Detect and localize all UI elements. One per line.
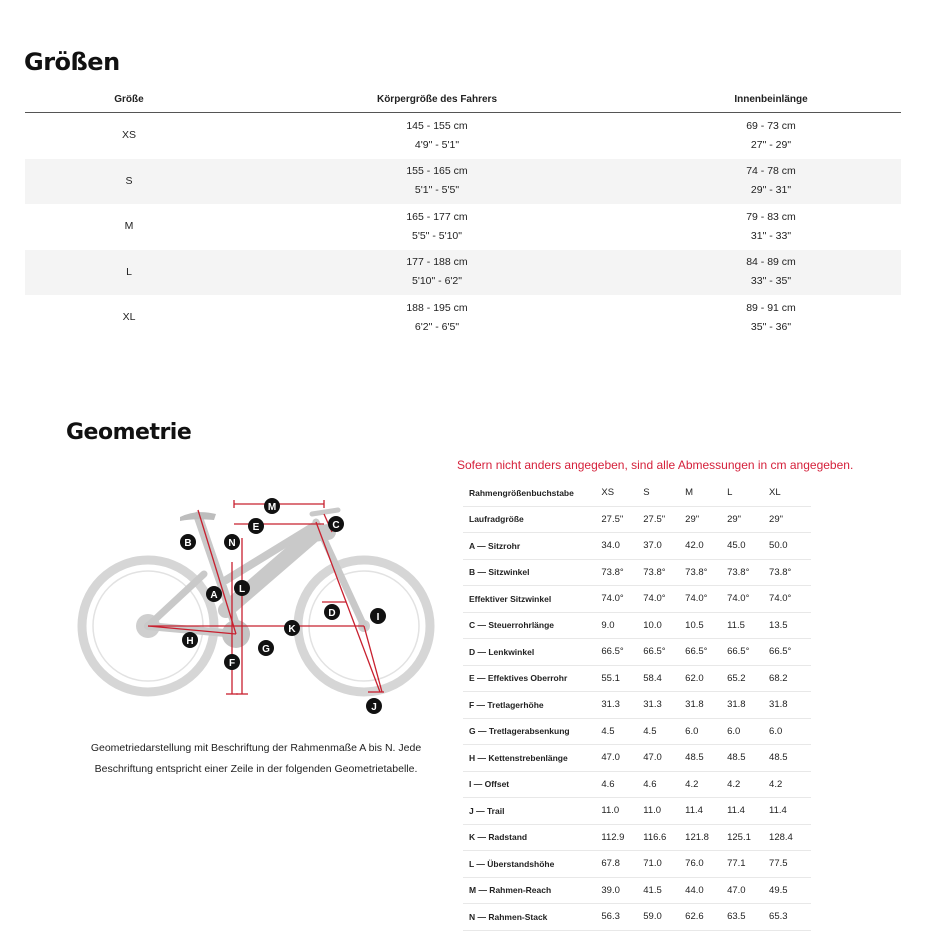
size-row [25, 204, 901, 250]
geometry-value: 6.0 [769, 718, 811, 745]
geometry-row-label: A — Sitzrohr [463, 533, 601, 560]
diagram-caption [66, 738, 446, 780]
inseam-header: Innenbeinlänge [641, 86, 901, 113]
svg-text:N: N [228, 538, 236, 549]
geometry-row-label: Laufradgröße [463, 506, 601, 533]
svg-text:M: M [267, 502, 277, 513]
size-label: L [727, 480, 769, 506]
geometry-value: 10.0 [643, 612, 685, 639]
geometry-value: 77.5 [769, 851, 811, 878]
geometry-value: 74.0° [727, 586, 769, 613]
height-cell: 145 - 155 cm 4'9" - 5'1" [406, 119, 468, 151]
units-note: Sofern nicht anders angegeben, sind alle Abmessungen in cm angegeben. [457, 458, 854, 472]
geometry-row [463, 718, 811, 745]
geometry-value: 66.5° [643, 639, 685, 666]
geometry-value: 44.0 [685, 877, 727, 904]
geometry-value: 29" [685, 506, 727, 533]
caption-line: Beschriftung entspricht einer Zeile in der folgenden Geometrietabelle. [94, 763, 418, 775]
label-c [328, 516, 344, 532]
geometry-value: 13.5 [769, 612, 811, 639]
geometry-header-label: Rahmengrößenbuchstabe [463, 480, 601, 506]
geometry-row-label: B — Sitzwinkel [463, 559, 601, 586]
svg-text:D: D [328, 608, 336, 619]
geometry-value: 4.2 [685, 771, 727, 798]
svg-text:F: F [228, 658, 236, 669]
geometry-header-row [463, 480, 811, 506]
height-cell: 177 - 188 cm 5'10" - 6'2" [233, 250, 641, 296]
geometry-value: 6.0 [685, 718, 727, 745]
height-cell: 188 - 195 cm 6'2" - 6'5" [406, 301, 468, 333]
svg-text:H: H [186, 636, 194, 647]
geometry-row [463, 798, 811, 825]
geometry-value: 74.0° [769, 586, 811, 613]
geometry-value: 49.5 [769, 877, 811, 904]
geometry-value: 11.4 [769, 798, 811, 825]
geometry-value: 62.0 [685, 665, 727, 692]
size-label: XS [601, 480, 643, 506]
geometry-value: 73.8° [643, 559, 685, 586]
geometry-value: 74.0° [643, 586, 685, 613]
geometry-value: 50.0 [769, 533, 811, 560]
geometry-row-label: E — Effektives Oberrohr [463, 665, 601, 692]
rider-height-header: Körpergröße des Fahrers [233, 86, 641, 113]
geometry-row-label: F — Tretlagerhöhe [463, 692, 601, 719]
geometry-value: 66.5° [769, 639, 811, 666]
geometry-value: 73.8° [727, 559, 769, 586]
size-label: M [685, 480, 727, 506]
geometry-value: 31.3 [643, 692, 685, 719]
geometry-value: 48.5 [685, 745, 727, 772]
geometry-value: 4.2 [727, 771, 769, 798]
geometry-value: 125.1 [727, 824, 769, 851]
inseam-cell: 79 - 83 cm 31" - 33" [746, 210, 796, 242]
geometry-value: 128.4 [769, 824, 811, 851]
geometry-value: 48.5 [769, 745, 811, 772]
geometry-value: 27.5" [643, 506, 685, 533]
geometry-value: 67.8 [601, 851, 643, 878]
inseam-cell: 74 - 78 cm 29" - 31" [641, 159, 901, 205]
geometry-value: 73.8° [769, 559, 811, 586]
label-j [366, 698, 382, 714]
geometry-value: 4.6 [601, 771, 643, 798]
geometry-row-label: H — Kettenstrebenlänge [463, 745, 601, 772]
svg-text:C: C [332, 520, 340, 531]
geometry-row-label: L — Überstandshöhe [463, 851, 601, 878]
geometry-value: 59.0 [643, 904, 685, 931]
geometry-value: 66.5° [727, 639, 769, 666]
geometry-row [463, 533, 811, 560]
geometry-value: 65.3 [769, 904, 811, 931]
geometry-value: 34.0 [601, 533, 643, 560]
size-row [25, 159, 901, 205]
geometry-value: 29" [769, 506, 811, 533]
geometry-value: 31.3 [601, 692, 643, 719]
geometry-row [463, 559, 811, 586]
geometry-heading: Geometrie [66, 420, 192, 445]
label-d [324, 604, 340, 620]
svg-text:L: L [238, 584, 246, 595]
size-cell: XS [121, 129, 136, 142]
geometry-value: 121.8 [685, 824, 727, 851]
label-g [258, 640, 274, 656]
geometry-row-label: J — Trail [463, 798, 601, 825]
size-header: Größe [25, 86, 233, 113]
svg-text:E: E [252, 522, 260, 533]
geometry-value: 31.8 [685, 692, 727, 719]
geometry-row-label: G — Tretlagerabsenkung [463, 718, 601, 745]
geometry-value: 74.0° [601, 586, 643, 613]
geometry-value: 4.6 [643, 771, 685, 798]
geometry-row-label: N — Rahmen-Stack [463, 904, 601, 931]
sizes-heading: Größen [24, 48, 120, 76]
geometry-value: 47.0 [601, 745, 643, 772]
label-k [284, 620, 300, 636]
geometry-value: 55.1 [601, 665, 643, 692]
geometry-value: 11.4 [727, 798, 769, 825]
geometry-value: 11.4 [685, 798, 727, 825]
size-cell: M [124, 220, 134, 233]
geometry-value: 37.0 [643, 533, 685, 560]
height-cell: 165 - 177 cm 5'5" - 5'10" [406, 210, 468, 242]
geometry-value: 116.6 [643, 824, 685, 851]
geometry-value: 48.5 [727, 745, 769, 772]
geometry-value: 42.0 [685, 533, 727, 560]
geometry-value: 4.2 [769, 771, 811, 798]
geometry-value: 6.0 [727, 718, 769, 745]
geometry-value: 73.8° [685, 559, 727, 586]
svg-text:J: J [371, 702, 377, 713]
geometry-row [463, 506, 811, 533]
geometry-value: 77.1 [727, 851, 769, 878]
svg-text:I: I [376, 612, 380, 623]
geometry-value: 4.5 [643, 718, 685, 745]
geometry-row-label: M — Rahmen-Reach [463, 877, 601, 904]
inseam-cell: 69 - 73 cm 27" - 29" [746, 119, 796, 151]
geometry-row-label: D — Lenkwinkel [463, 639, 601, 666]
label-m [264, 498, 280, 514]
geometry-row [463, 692, 811, 719]
geometry-value: 11.5 [727, 612, 769, 639]
svg-text:B: B [184, 538, 192, 549]
geometry-value: 47.0 [643, 745, 685, 772]
geometry-value: 74.0° [685, 586, 727, 613]
size-cell: L [25, 250, 233, 296]
geometry-value: 11.0 [601, 798, 643, 825]
geometry-row-label: Effektiver Sitzwinkel [463, 586, 601, 613]
geometry-value: 58.4 [643, 665, 685, 692]
geometry-value: 65.2 [727, 665, 769, 692]
inseam-cell: 89 - 91 cm 35" - 36" [746, 301, 796, 333]
geometry-value: 27.5" [601, 506, 643, 533]
geometry-value: 66.5° [601, 639, 643, 666]
geometry-value: 10.5 [685, 612, 727, 639]
inseam-cell: 84 - 89 cm 33" - 35" [641, 250, 901, 296]
label-e [248, 518, 264, 534]
size-label: XL [769, 480, 811, 506]
svg-text:A: A [210, 590, 218, 601]
label-n [224, 534, 240, 550]
label-a [206, 586, 222, 602]
size-cell: S [25, 159, 233, 205]
geometry-row [463, 824, 811, 851]
bike-geometry-diagram [76, 492, 436, 722]
size-label: S [643, 480, 685, 506]
geometry-value: 29" [727, 506, 769, 533]
geometry-row [463, 851, 811, 878]
geometry-value: 31.8 [769, 692, 811, 719]
geometry-row-label: K — Radstand [463, 824, 601, 851]
geometry-value: 11.0 [643, 798, 685, 825]
geometry-value: 68.2 [769, 665, 811, 692]
label-b [180, 534, 196, 550]
size-cell: XL [122, 311, 136, 324]
geometry-row [463, 665, 811, 692]
geometry-value: 31.8 [727, 692, 769, 719]
label-f [224, 654, 240, 670]
geometry-value: 47.0 [727, 877, 769, 904]
geometry-value: 9.0 [601, 612, 643, 639]
geometry-value: 39.0 [601, 877, 643, 904]
geometry-value: 66.5° [685, 639, 727, 666]
svg-text:G: G [262, 644, 270, 655]
geometry-value: 56.3 [601, 904, 643, 931]
geometry-value: 62.6 [685, 904, 727, 931]
size-row [25, 113, 901, 159]
size-table [25, 86, 901, 341]
geometry-value: 63.5 [727, 904, 769, 931]
geometry-row [463, 771, 811, 798]
label-l [234, 580, 250, 596]
caption-line: Geometriedarstellung mit Beschriftung der Rahmenmaße A bis N. Jede [90, 742, 422, 754]
geometry-row [463, 586, 811, 613]
size-row [25, 250, 901, 296]
geometry-row [463, 612, 811, 639]
geometry-value: 71.0 [643, 851, 685, 878]
geometry-row-label: C — Steuerrohrlänge [463, 612, 601, 639]
size-row [25, 295, 901, 341]
geometry-value: 76.0 [685, 851, 727, 878]
geometry-row [463, 904, 811, 931]
geometry-row [463, 639, 811, 666]
geometry-row [463, 745, 811, 772]
geometry-row-label: I — Offset [463, 771, 601, 798]
svg-text:K: K [288, 624, 296, 635]
geometry-table [463, 480, 811, 931]
height-cell: 155 - 165 cm 5'1" - 5'5" [233, 159, 641, 205]
geometry-value: 4.5 [601, 718, 643, 745]
label-i [370, 608, 386, 624]
geometry-value: 41.5 [643, 877, 685, 904]
geometry-value: 73.8° [601, 559, 643, 586]
geometry-row [463, 877, 811, 904]
geometry-value: 45.0 [727, 533, 769, 560]
geometry-value: 112.9 [601, 824, 643, 851]
label-h [182, 632, 198, 648]
